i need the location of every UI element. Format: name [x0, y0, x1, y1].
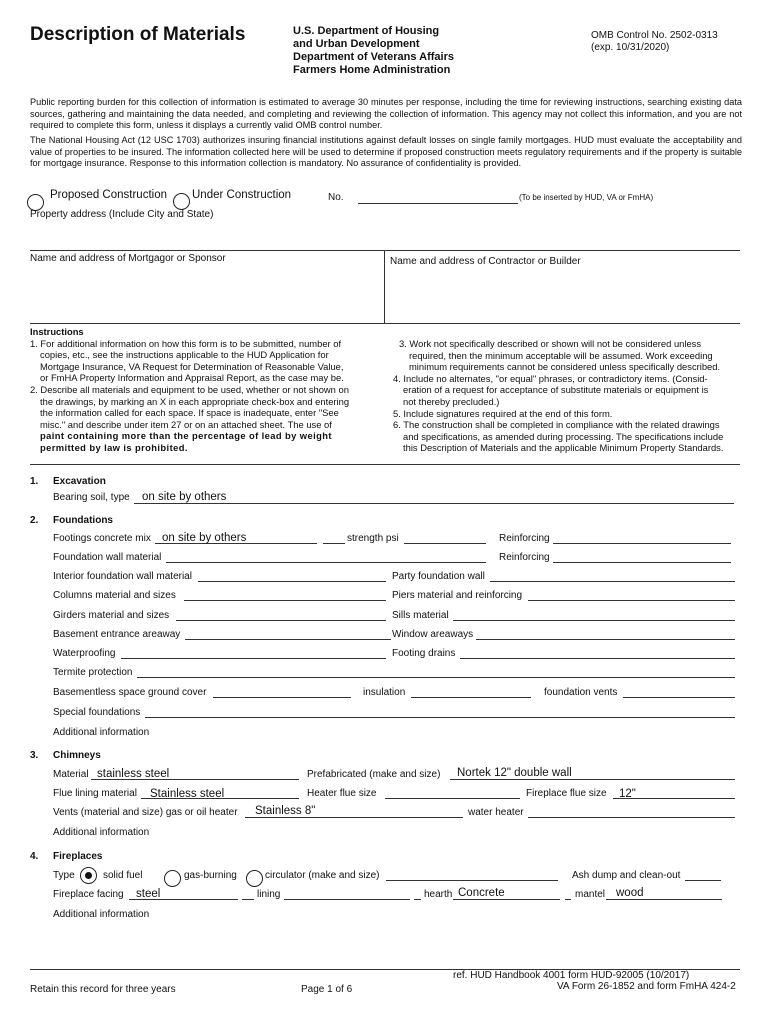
termite-label: Termite protection: [53, 667, 133, 678]
gas-burning-label: gas-burning: [184, 870, 237, 881]
instruction-line: required, then the minimum acceptable will be assumed. Work exceeding: [409, 349, 713, 361]
mantel-value: wood: [616, 887, 644, 899]
instruction-line: eration of a request for acceptance of substitute materials or equipment is: [403, 384, 709, 396]
retain-notice: Retain this record for three years: [30, 984, 176, 995]
special-foundations-label: Special foundations: [53, 707, 141, 718]
fireplace-facing-extra[interactable]: [242, 899, 254, 900]
footings-field-extra[interactable]: [323, 543, 345, 544]
columns-field[interactable]: [184, 600, 386, 601]
instructions-left: [30, 326, 380, 454]
section-title-excavation: Excavation: [53, 476, 106, 487]
party-wall-field[interactable]: [490, 581, 735, 582]
interior-wall-label: Interior foundation wall material: [53, 571, 192, 582]
sills-label: Sills material: [392, 610, 449, 621]
piers-label: Piers material and reinforcing: [392, 590, 523, 601]
insulation-field[interactable]: [411, 697, 531, 698]
section-title-chimneys: Chimneys: [53, 750, 101, 761]
instructions-right: [393, 338, 743, 454]
lining-field[interactable]: [284, 899, 410, 900]
chimney-material-value: stainless steel: [97, 768, 170, 780]
section-number: 3.: [30, 750, 39, 761]
section-title-foundations: Foundations: [53, 515, 113, 526]
case-no-label: No.: [328, 192, 344, 203]
omb-control: OMB Control No. 2502-0313: [591, 30, 718, 41]
instruction-line: Mortgage Insurance, VA Request for Determination of Reasonable Value,: [40, 360, 344, 372]
vents-field[interactable]: [245, 817, 463, 818]
instructions-bottom-rule: [30, 464, 740, 465]
under-construction-label: Under Construction: [192, 189, 292, 201]
instruction-line: paint containing more than the percentage of lead by weight: [40, 430, 332, 442]
bearing-soil-label: Bearing soil, type: [53, 492, 130, 503]
instruction-line: minimum requirements cannot be considered unless specifically described.: [409, 361, 721, 373]
foundations-additional-label: Additional information: [53, 727, 150, 738]
property-address-label: Property address (Include City and State): [30, 209, 214, 220]
foundation-vents-label: foundation vents: [544, 687, 618, 698]
hearth-field[interactable]: [453, 899, 560, 900]
piers-field[interactable]: [528, 600, 735, 601]
instruction-line: 5. Include signatures required at the end of this form.: [393, 407, 613, 419]
instruction-line: the information called for each space. If space is inadequate, enter "See: [40, 407, 339, 419]
agency-line: U.S. Department of Housing: [293, 25, 440, 37]
footing-drains-field[interactable]: [460, 658, 735, 659]
water-heater-field[interactable]: [528, 817, 735, 818]
basement-entrance-field[interactable]: [185, 639, 391, 640]
columns-label: Columns material and sizes: [53, 590, 176, 601]
prefabricated-field[interactable]: [450, 779, 735, 780]
prefabricated-value: Nortek 12" double wall: [457, 767, 572, 779]
solid-fuel-radio[interactable]: [80, 867, 97, 884]
form-reference-1: ref. HUD Handbook 4001 form HUD-92005 (10/2017): [453, 970, 690, 981]
girders-field[interactable]: [176, 620, 386, 621]
lining-label: lining: [257, 889, 281, 900]
solid-fuel-label: solid fuel: [103, 870, 143, 881]
circulator-radio[interactable]: [246, 870, 263, 887]
fireplace-facing-label: Fireplace facing: [53, 889, 124, 900]
form-title: Description of Materials: [30, 24, 246, 45]
hearth-label: hearth: [424, 889, 453, 900]
instruction-line: 3. Work not specifically described or shown will not be considered unless: [399, 338, 702, 349]
strength-psi-label: strength psi: [347, 533, 399, 544]
window-areaways-label: Window areaways: [392, 629, 474, 640]
fireplaces-additional-label: Additional information: [53, 909, 150, 920]
nha-statement: The National Housing Act (12 USC 1703) authorizes insuring financial institutions against default losses on single family mortgages. HUD must evaluate the acceptability and value of properties to be insured. The information collected here will be used to determine if proposed construction meets regulatory requirements and if the property is suitable for mortgage insurance. Response to this information collection is mandatory. No assurance of confidentiality is provided.: [30, 135, 742, 169]
flue-lining-label: Flue lining material: [53, 788, 137, 799]
omb-exp: (exp. 10/31/2020): [591, 42, 670, 53]
instruction-line: 4. Include no alternates, "or equal" phrases, or contradictory items. (Consid-: [393, 372, 708, 384]
section-title-fireplaces: Fireplaces: [53, 851, 103, 862]
omb-block: [591, 30, 718, 54]
form-reference-2: VA Form 26-1852 and form FmHA 424-2: [557, 981, 736, 992]
instruction-line: 2. Describe all materials and equipment to be used, whether or not shown on: [30, 383, 349, 395]
instruction-line: and specifications, as amended during processing. The specifications include: [403, 430, 724, 442]
footings-label: Footings concrete mix: [53, 533, 151, 544]
instruction-line: or FmHA Property Information and Appraisal Report, as the case may be.: [40, 372, 344, 384]
footing-drains-label: Footing drains: [392, 648, 456, 659]
termite-field[interactable]: [137, 677, 735, 678]
case-no-note: (To be inserted by HUD, VA or FmHA): [519, 193, 654, 202]
agency-line: Farmers Home Administration: [293, 64, 451, 76]
strength-psi-field[interactable]: [404, 543, 486, 544]
case-no-field[interactable]: [358, 203, 518, 204]
special-foundations-field[interactable]: [145, 717, 735, 718]
window-areaways-field[interactable]: [476, 639, 735, 640]
reinforcing-label: Reinforcing: [499, 533, 550, 544]
instruction-line: permitted by law is prohibited.: [40, 441, 188, 453]
agency-line: and Urban Development: [293, 38, 420, 50]
water-heater-label: water heater: [468, 807, 524, 818]
mortgagor-label: Name and address of Mortgagor or Sponsor: [30, 253, 226, 264]
gas-burning-radio[interactable]: [164, 870, 181, 887]
field-divider: [384, 250, 385, 323]
party-wall-label: Party foundation wall: [392, 571, 485, 582]
section-number: 1.: [30, 476, 39, 487]
foundation-wall-field[interactable]: [166, 562, 486, 563]
ash-dump-label: Ash dump and clean-out: [572, 870, 681, 881]
basement-entrance-label: Basement entrance areaway: [53, 629, 181, 640]
vents-label: Vents (material and size) gas or oil heater: [53, 807, 238, 818]
heater-flue-label: Heater flue size: [307, 788, 377, 799]
instruction-line: misc." and describe under item 27 or on an attached sheet. The use of: [40, 418, 332, 430]
insulation-label: insulation: [363, 687, 406, 698]
instruction-line: 1. For additional information on how this form is to be submitted, number of: [30, 337, 342, 349]
burden-statement: Public reporting burden for this collection of information is estimated to average 30 minutes per response, including the time for reviewing instructions, searching existing data sources, gathering and maintaining the data needed, and completing and reviewing the collection of information. This agency may not collect this information, and you are not required to complete this form, unless it displays a currently valid OMB control number.: [30, 97, 742, 131]
section-number: 4.: [30, 851, 39, 862]
property-address-field[interactable]: [30, 250, 740, 251]
footings-value: on site by others: [162, 532, 247, 544]
sills-field[interactable]: [453, 620, 735, 621]
bearing-soil-value: on site by others: [142, 491, 227, 503]
page-number: Page 1 of 6: [301, 984, 353, 995]
agency-block: [293, 25, 454, 77]
vents-value: Stainless 8": [255, 805, 316, 817]
hearth-value: Concrete: [458, 887, 505, 899]
waterproofing-field[interactable]: [121, 658, 386, 659]
girders-label: Girders material and sizes: [53, 610, 170, 621]
mantel-field[interactable]: [606, 899, 722, 900]
reinforcing-field[interactable]: [553, 543, 731, 544]
hearth-field-extra[interactable]: [565, 899, 571, 900]
interior-wall-field[interactable]: [198, 581, 386, 582]
agency-line: Department of Veterans Affairs: [293, 51, 454, 63]
instruction-line: 6. The construction shall be completed in compliance with the related drawings: [393, 419, 720, 431]
fireplace-type-label: Type: [53, 870, 75, 881]
bearing-soil-field[interactable]: [134, 503, 734, 504]
instruction-line: copies, etc., see the instructions applicable to the HUD Application for: [40, 349, 329, 361]
fireplace-flue-value: 12": [619, 788, 636, 800]
section-number: 2.: [30, 515, 39, 526]
circulator-label: circulator (make and size): [265, 870, 380, 881]
foundation-vents-field[interactable]: [623, 697, 735, 698]
contractor-label: Name and address of Contractor or Builder: [390, 256, 581, 267]
mantel-label: mantel: [575, 889, 606, 900]
instruction-line: this Description of Materials and the applicable Minimum Property Standards.: [403, 442, 724, 454]
instructions-heading: Instructions: [30, 326, 84, 337]
under-construction-radio[interactable]: [173, 193, 190, 210]
ash-dump-field[interactable]: [685, 880, 721, 881]
instruction-line: not thereby precluded.): [403, 395, 500, 407]
basementless-label: Basementless space ground cover: [53, 687, 207, 698]
circulator-field[interactable]: [386, 880, 558, 881]
reinforcing-label-2: Reinforcing: [499, 552, 550, 563]
flue-lining-value: Stainless steel: [150, 788, 225, 800]
chimneys-additional-label: Additional information: [53, 827, 150, 838]
waterproofing-label: Waterproofing: [53, 648, 116, 659]
parties-bottom-rule: [30, 323, 740, 324]
instruction-line: the drawings, by marking an X in each appropriate check-box and entering: [40, 395, 350, 407]
heater-flue-field[interactable]: [385, 798, 520, 799]
fireplace-flue-label: Fireplace flue size: [526, 788, 607, 799]
proposed-construction-label: Proposed Construction: [50, 189, 167, 201]
lining-field-extra[interactable]: [414, 899, 421, 900]
chimney-material-label: Material: [53, 769, 89, 780]
foundation-wall-label: Foundation wall material: [53, 552, 162, 563]
basementless-field[interactable]: [213, 697, 351, 698]
fireplace-facing-value: steel: [136, 888, 161, 900]
reinforcing-field-2[interactable]: [553, 562, 731, 563]
prefabricated-label: Prefabricated (make and size): [307, 769, 441, 780]
